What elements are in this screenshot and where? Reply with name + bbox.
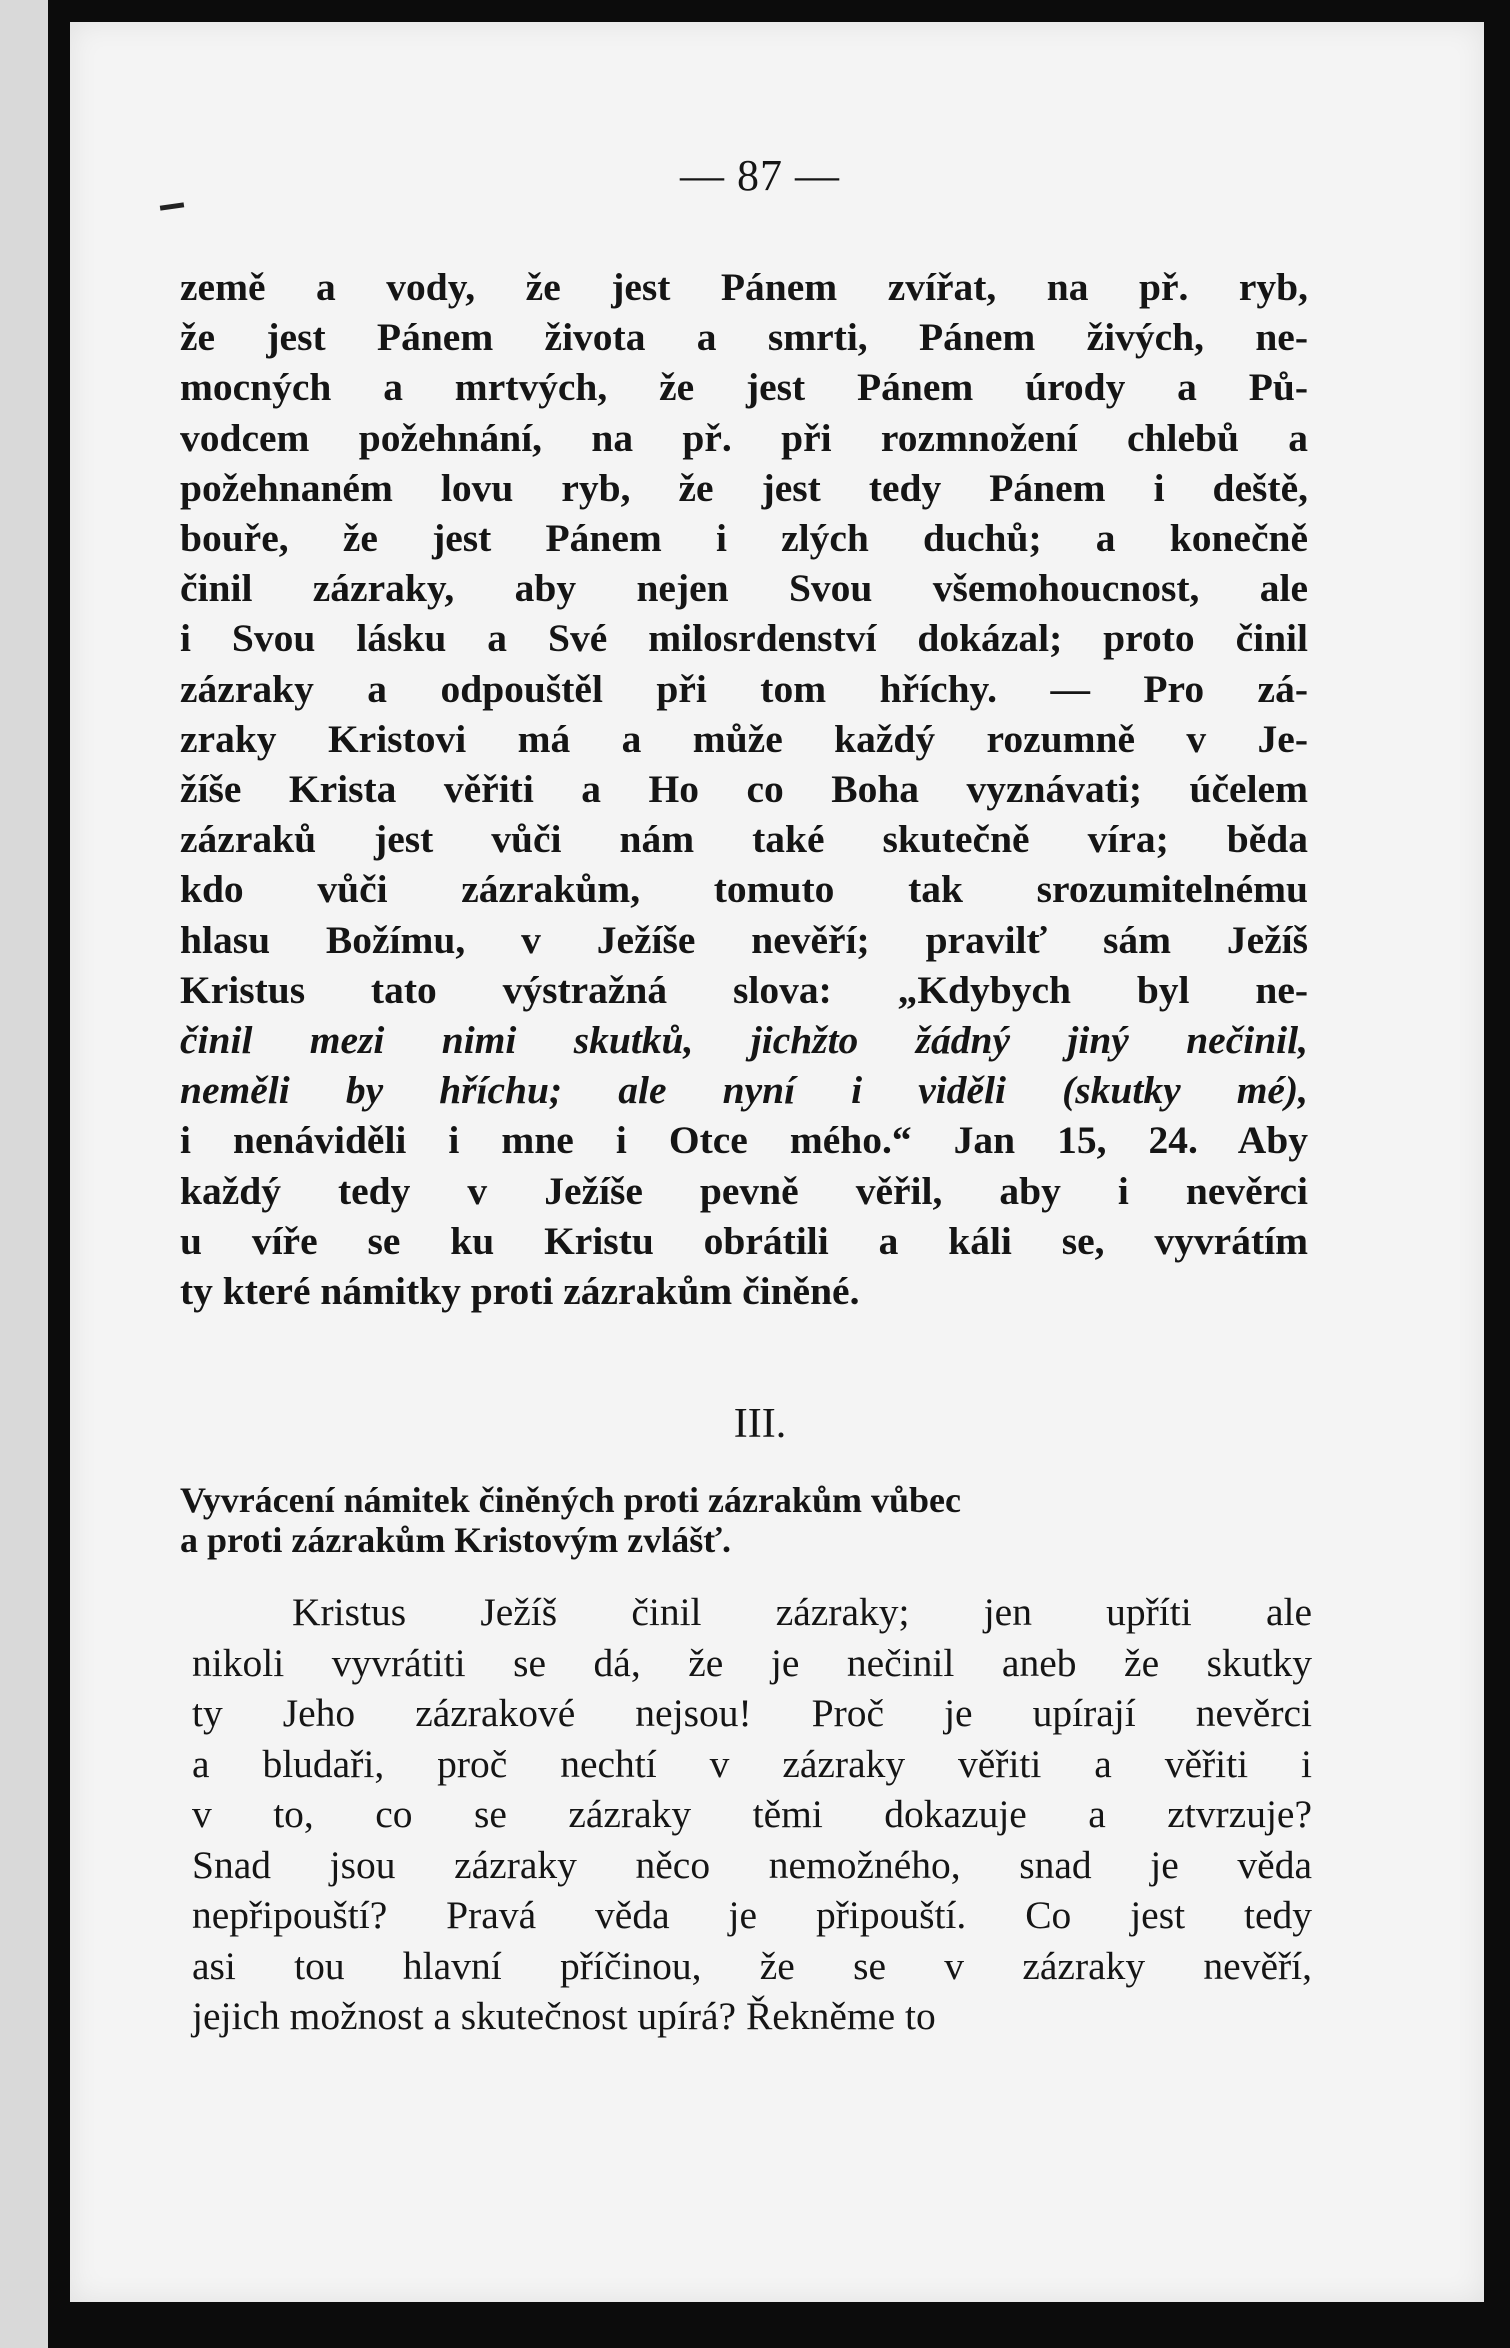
text-line: hlasu Božímu, v Ježíše nevěří; pravilť sám Ježíš [180, 917, 1308, 962]
text-line: zázraky a odpouštěl při tom hříchy. — Pro zá- [180, 666, 1308, 711]
section-title-line: Vyvrácení námitek činěných proti zázrakům vůbec [180, 1480, 961, 1520]
text-line: požehnaném lovu ryb, že jest tedy Pánem i deště, [180, 465, 1308, 510]
quoted-text-line: neměli by hříchu; ale nyní i viděli (skutky mé), [180, 1068, 1308, 1113]
page-number: — 87 — [680, 151, 840, 200]
print-mark [160, 202, 184, 210]
text-line: ty které námitky proti zázrakům činěné. [180, 1269, 860, 1314]
quoted-text-line: činil mezi nimi skutků, jichžto žádný jiný nečinil, [180, 1018, 1308, 1063]
left-page-edge [0, 0, 48, 2348]
text-line: ty Jeho zázrakové nejsou! Proč je upírají nevěrci [192, 1691, 1312, 1735]
text-line: činil zázraky, aby nejen Svou všemohoucnost, ale [180, 566, 1308, 611]
book-page [70, 22, 1484, 2302]
text-line: nikoli vyvrátiti se dá, že je nečinil aneb že skutky [192, 1640, 1312, 1685]
text-line: Kristus Ježíš činil zázraky; jen upříti ale [292, 1590, 1312, 1634]
text-line: zázraků jest vůči nám také skutečně víra; běda [180, 817, 1308, 862]
text-line: mocných a mrtvých, že jest Pánem úrody a Pů- [180, 365, 1308, 410]
text-line: u víře se ku Kristu obrátili a káli se, vyvrátím [180, 1218, 1308, 1263]
text-line: i nenáviděli i mne i Otce mého.“ Jan 15, 24. Aby [180, 1118, 1308, 1163]
main-paragraph [180, 262, 1308, 1316]
text-line: Snad jsou zázraky něco nemožného, snad je věda [192, 1842, 1312, 1887]
section-title-line: a proti zázrakům Kristovým zvlášť. [180, 1520, 732, 1560]
section-title [180, 1480, 1308, 1560]
text-line: asi tou hlavní příčinou, že se v zázraky nevěří, [192, 1943, 1312, 1988]
section-paragraph [192, 1587, 1312, 2042]
text-line: zraky Kristovi má a může každý rozumně v Je- [180, 716, 1308, 761]
text-line: a bludaři, proč nechtí v zázraky věřiti a věřiti i [192, 1741, 1312, 1786]
text-line: kdo vůči zázrakům, tomuto tak srozumitelnému [180, 867, 1308, 912]
text-line: každý tedy v Ježíše pevně věřil, aby i nevěrci [180, 1168, 1308, 1213]
text-line: v to, co se zázraky těmi dokazuje a ztvrzuje? [192, 1792, 1312, 1836]
text-line: země a vody, že jest Pánem zvířat, na př. ryb, [180, 265, 1308, 309]
section-number: III. [733, 1401, 787, 1447]
page-gap [48, 0, 70, 2348]
text-line: Kristus tato výstražná slova: „Kdybych byl ne- [180, 967, 1308, 1012]
text-line: i Svou lásku a Své milosrdenství dokázal; proto činil [180, 616, 1308, 661]
text-line: bouře, že jest Pánem i zlých duchů; a konečně [180, 516, 1308, 561]
text-line: že jest Pánem života a smrti, Pánem živých, ne- [180, 315, 1308, 360]
text-line: nepřipouští? Pravá věda je připouští. Co jest tedy [192, 1893, 1312, 1937]
text-line: jejich možnost a skutečnost upírá? Řekněme to [192, 1994, 936, 2038]
text-line: žíše Krista věřiti a Ho co Boha vyznávati; účelem [180, 767, 1308, 812]
text-line: vodcem požehnání, na př. při rozmnožení chlebů a [180, 415, 1308, 460]
